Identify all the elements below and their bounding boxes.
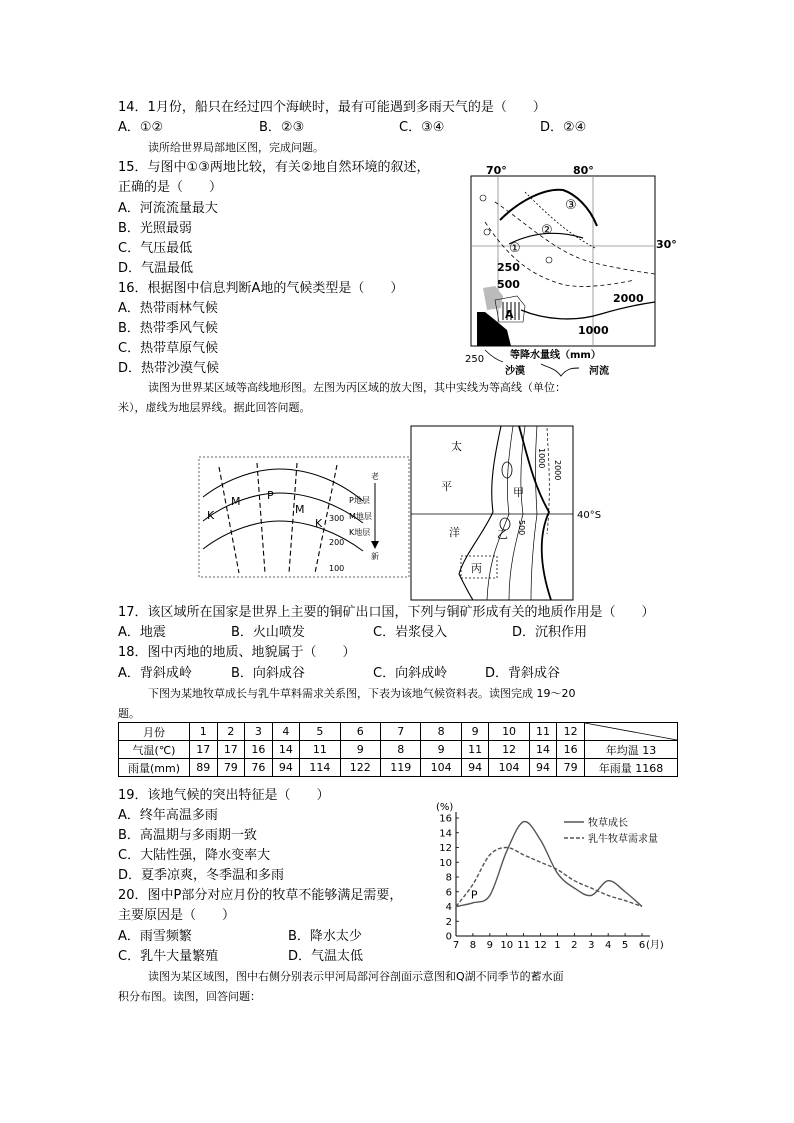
rain-cell: 94 [529, 759, 557, 777]
month-cell: 1 [190, 723, 218, 741]
month-cell: 9 [461, 723, 489, 741]
ocean-char-2: 平 [441, 480, 452, 493]
ocean-char-1: 太 [451, 440, 462, 453]
x-tick-label: 6 [638, 940, 646, 951]
temp-cell: 17 [190, 741, 218, 759]
q18-option-a: A．背斜成岭 [118, 666, 192, 681]
x-tick-label: 10 [500, 940, 514, 951]
temp-cell: 12 [489, 741, 529, 759]
place-yi-label: 乙 [497, 528, 508, 541]
x-tick-label: 7 [452, 940, 460, 951]
month-cell: 5 [300, 723, 340, 741]
temp-cell: 9 [421, 741, 461, 759]
temp-header: 气温(℃) [119, 741, 190, 759]
legend-pasture-growth: 牧草成长 [588, 818, 628, 829]
temp-cell: 14 [272, 741, 300, 759]
y-tick-label: 8 [445, 872, 452, 884]
q14-option-b: B．②③ [259, 120, 305, 135]
contour-2000-label: 2000 [553, 460, 562, 481]
table-intro-line1: 下图为某地牧草成长与乳牛草料需求关系图，下表为该地气候资料表。读图完成 19～20 [148, 687, 576, 700]
y-tick-label: 10 [439, 857, 452, 869]
last-intro-line1: 读图为某区域图，图中右侧分别表示甲河局部河谷剖面示意图和Q湖不同季节的蓄水面 [148, 970, 564, 983]
isohyet-500-label: 500 [497, 278, 520, 291]
q20-option-a: A．雨雪频繁 [118, 929, 192, 944]
rain-cell: 76 [245, 759, 273, 777]
contour-1000-label: 1000 [537, 448, 546, 469]
temp-cell: 8 [381, 741, 421, 759]
legend-m-layer: M地层 [349, 512, 372, 521]
x-tick-label: 1 [554, 940, 561, 951]
x-tick-label: 11 [517, 940, 531, 951]
q17-option-d: D．沉积作用 [512, 625, 588, 640]
legend-isohyet-label: 等降水量线（mm） [510, 350, 601, 361]
isohyet-2000-label: 2000 [613, 292, 644, 305]
isohyet-1000-label: 1000 [578, 324, 609, 337]
x-tick-label: 4 [604, 940, 612, 951]
month-cell: 2 [217, 723, 245, 741]
x-tick-label: 2 [571, 940, 578, 951]
month-cell: 10 [489, 723, 529, 741]
q20-option-b: B．降水太少 [288, 929, 362, 944]
temp-cell: 9 [340, 741, 380, 759]
table-intro-line2: 题。 [118, 707, 140, 720]
rain-cell: 104 [489, 759, 529, 777]
rain-cell: 119 [381, 759, 421, 777]
south-asia-map [465, 162, 677, 382]
q17-stem: 17．该区域所在国家是世界上主要的铜矿出口国，下列与铜矿形成有关的地质作用是（ ） [118, 605, 655, 620]
temp-cell: 17 [217, 741, 245, 759]
q18-stem: 18．图中丙地的地质、地貌属于（ ） [118, 645, 356, 660]
rain-cell: 79 [217, 759, 245, 777]
rain-summary: 年雨量 1168 [585, 759, 678, 777]
legend-old: 老 [371, 472, 379, 481]
x-axis-unit: (月) [646, 940, 664, 951]
rain-cell: 94 [272, 759, 300, 777]
y-tick-label: 12 [439, 843, 452, 854]
q16-option-d: D．热带沙漠气候 [118, 361, 220, 376]
rain-cell: 122 [340, 759, 380, 777]
q19-option-a: A．终年高温多雨 [118, 808, 218, 823]
q15-stem-line2: 正确的是（ ） [118, 180, 223, 195]
month-cell: 12 [557, 723, 585, 741]
diagonal-line [585, 723, 677, 740]
q16-option-b: B．热带季风气候 [118, 321, 218, 336]
chile-contour-map [409, 424, 609, 604]
y-tick-label: 0 [445, 931, 452, 943]
x-tick-label: 12 [534, 940, 547, 951]
q14-option-a: A．①② [118, 120, 164, 135]
map1-intro: 读所给世界局部地区图，完成问题。 [148, 141, 324, 154]
lon-70-label: 70° [486, 164, 507, 177]
map2-intro-line2: 米），虚线为地层界线。据此回答问题。 [118, 401, 311, 414]
q15-option-a: A．河流流量最大 [118, 201, 218, 216]
y-tick-label: 6 [445, 887, 452, 899]
point-a-label: A [505, 308, 514, 321]
legend-p-layer: P地层 [349, 496, 370, 505]
q20-stem-line2: 主要原因是（ ） [118, 908, 236, 923]
q17-option-c: C．岩浆侵入 [373, 625, 448, 640]
q15-option-d: D．气温最低 [118, 261, 194, 276]
layer-p: P [267, 489, 274, 502]
month-cell: 7 [381, 723, 421, 741]
contour-500-label: 500 [517, 520, 526, 536]
q17-option-b: B．火山喷发 [231, 625, 305, 640]
pasture-demand-chart [420, 798, 670, 950]
x-tick-label: 9 [486, 940, 494, 951]
q14-option-d: D．②④ [540, 120, 587, 135]
q19-stem: 19．该地气候的突出特征是（ ） [118, 788, 330, 803]
q15-option-b: B．光照最弱 [118, 221, 192, 236]
y-tick-label: 16 [439, 813, 452, 825]
layer-k-left: K [207, 509, 215, 522]
strait-3-label: ③ [565, 198, 577, 213]
y-axis-unit: (%) [436, 802, 454, 813]
q20-option-c: C．乳牛大量繁殖 [118, 949, 219, 964]
y-tick-label: 2 [445, 916, 452, 928]
rain-cell: 104 [421, 759, 461, 777]
month-cell: 3 [245, 723, 273, 741]
q14-option-c: C．③④ [399, 120, 445, 135]
q20-stem-line1: 20．图中P部分对应月份的牧草不能够满足需要， [118, 888, 403, 903]
isohyet-250-label: 250 [497, 261, 520, 274]
chart-annotation-p: P [470, 888, 478, 902]
map2-intro-line1: 读图为世界某区域等高线地形图。左图为丙区域的放大图，其中实线为等高线（单位： [148, 381, 566, 394]
legend-new: 新 [371, 552, 379, 561]
legend-sample-label: 250 [465, 354, 485, 365]
layer-m-right: M [295, 503, 305, 516]
legend-cow-demand: 乳牛牧草需求量 [588, 834, 658, 845]
lon-80-label: 80° [573, 164, 594, 177]
strait-1-label: ① [509, 241, 521, 256]
q15-stem-line1: 15．与图中①③两地比较，有关②地自然环境的叙述， [118, 160, 430, 175]
q17-option-a: A．地震 [118, 625, 166, 640]
q15-option-c: C．气压最低 [118, 241, 193, 256]
ocean-char-3: 洋 [449, 526, 460, 539]
place-bing-label: 丙 [471, 562, 482, 575]
contour-200: 200 [329, 538, 345, 547]
q19-option-d: D．夏季凉爽，冬季温和多雨 [118, 868, 285, 883]
climate-table [118, 722, 678, 777]
x-tick-label: 3 [588, 940, 595, 951]
month-cell: 6 [340, 723, 380, 741]
y-tick-label: 4 [445, 902, 452, 913]
bing-area-enlarged-map [199, 457, 409, 577]
legend-k-layer: K地层 [349, 528, 371, 537]
q19-option-b: B．高温期与多雨期一致 [118, 828, 257, 843]
lat-40s-label: 40°S [577, 510, 602, 521]
place-jia-label: 甲 [513, 486, 524, 499]
temp-cell: 11 [300, 741, 340, 759]
temp-cell: 11 [461, 741, 489, 759]
temp-cell: 14 [529, 741, 557, 759]
x-tick-label: 8 [469, 940, 477, 951]
table-row [119, 723, 678, 741]
temp-cell: 16 [557, 741, 585, 759]
q16-option-c: C．热带草原气候 [118, 341, 219, 356]
chart-axes [456, 812, 650, 936]
lat-30-label: 30° [656, 238, 677, 251]
x-tick-label: 5 [621, 940, 629, 951]
month-header: 月份 [119, 723, 190, 741]
month-cell: 8 [421, 723, 461, 741]
last-intro-line2: 积分布图。读图，回答问题： [118, 990, 261, 1003]
layer-k-right: K [315, 517, 323, 530]
q16-option-a: A．热带雨林气候 [118, 301, 218, 316]
strait-2-label: ② [541, 223, 553, 238]
q14-stem: 14．1月份，船只在经过四个海峡时，最有可能遇到多雨天气的是（ ） [118, 100, 546, 115]
temp-summary: 年均温 13 [585, 741, 678, 759]
table-row [119, 759, 678, 777]
rain-cell: 79 [557, 759, 585, 777]
q16-stem: 16．根据图中信息判断A地的气候类型是（ ） [118, 281, 404, 296]
temp-cell: 16 [245, 741, 273, 759]
q19-option-c: C．大陆性强，降水变率大 [118, 848, 271, 863]
table-row [119, 741, 678, 759]
y-tick-label: 14 [439, 828, 452, 840]
rain-header: 雨量(mm) [119, 759, 190, 777]
contour-100: 100 [329, 564, 345, 573]
q18-option-d: D．背斜成谷 [485, 666, 561, 681]
legend-desert-label: 沙漠 [505, 366, 525, 377]
q18-option-b: B．向斜成谷 [231, 666, 305, 681]
legend-river-label: 河流 [589, 366, 609, 377]
rain-cell: 114 [300, 759, 340, 777]
diagonal-header-cell [585, 723, 678, 741]
q20-option-d: D．气温太低 [288, 949, 364, 964]
rain-cell: 89 [190, 759, 218, 777]
month-cell: 11 [529, 723, 557, 741]
layer-m-left: M [231, 495, 241, 508]
rain-cell: 94 [461, 759, 489, 777]
contour-300: 300 [329, 514, 345, 523]
q18-option-c: C．向斜成岭 [373, 666, 448, 681]
month-cell: 4 [272, 723, 300, 741]
